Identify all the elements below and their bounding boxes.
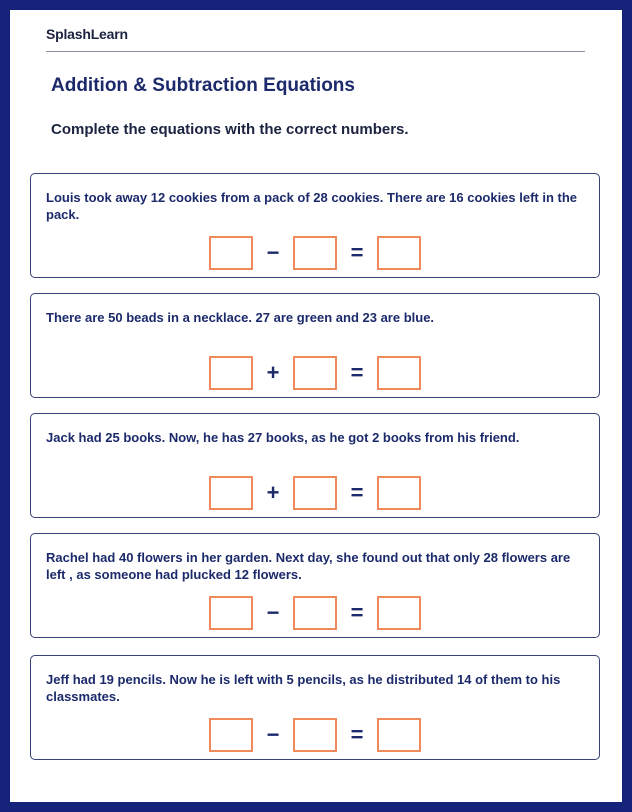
problem-card-5 <box>30 655 600 760</box>
problem-card-3 <box>30 413 600 518</box>
answer-box[interactable] <box>377 718 421 752</box>
equals-sign: = <box>350 600 364 625</box>
operator-sign: − <box>266 240 280 265</box>
header-divider <box>46 51 585 52</box>
equation-row <box>209 236 421 270</box>
answer-box[interactable] <box>209 718 253 752</box>
answer-box[interactable] <box>293 236 337 270</box>
answer-box[interactable] <box>293 476 337 510</box>
answer-box[interactable] <box>209 236 253 270</box>
answer-box[interactable] <box>293 596 337 630</box>
answer-box[interactable] <box>209 476 253 510</box>
answer-box[interactable] <box>293 718 337 752</box>
answer-box[interactable] <box>209 596 253 630</box>
problem-card-1 <box>30 173 600 278</box>
operator-sign: − <box>266 600 280 625</box>
problem-text: Louis took away 12 cookies from a pack of 28 cookies. There are 16 cookies left in the pack. <box>46 190 578 222</box>
answer-box[interactable] <box>377 236 421 270</box>
equals-sign: = <box>350 480 364 505</box>
problem-text: There are 50 beads in a necklace. 27 are green and 23 are blue. <box>46 310 435 325</box>
answer-box[interactable] <box>377 596 421 630</box>
page-title: Addition & Subtraction Equations <box>51 75 355 96</box>
answer-box[interactable] <box>209 356 253 390</box>
operator-sign: + <box>266 360 280 385</box>
operator-sign: − <box>266 722 280 747</box>
equals-sign: = <box>350 722 364 747</box>
equation-row <box>209 718 421 752</box>
equation-row <box>209 356 421 390</box>
answer-box[interactable] <box>293 356 337 390</box>
problem-text: Jack had 25 books. Now, he has 27 books, as he got 2 books from his friend. <box>46 430 520 445</box>
equation-row <box>209 596 421 630</box>
problem-text: Rachel had 40 flowers in her garden. Next day, she found out that only 28 flowers are left , as someone had plucked 12 flowers. <box>46 550 571 582</box>
problem-card-2 <box>30 293 600 398</box>
equals-sign: = <box>350 240 364 265</box>
worksheet-page <box>10 10 622 802</box>
problem-text: Jeff had 19 pencils. Now he is left with 5 pencils, as he distributed 14 of them to his classmates. <box>46 672 561 704</box>
instructions: Complete the equations with the correct numbers. <box>51 121 409 138</box>
operator-sign: + <box>266 480 280 505</box>
problem-card-4 <box>30 533 600 638</box>
equation-row <box>209 476 421 510</box>
answer-box[interactable] <box>377 476 421 510</box>
answer-box[interactable] <box>377 356 421 390</box>
brand-logo: SplashLearn <box>46 26 128 42</box>
equals-sign: = <box>350 360 364 385</box>
